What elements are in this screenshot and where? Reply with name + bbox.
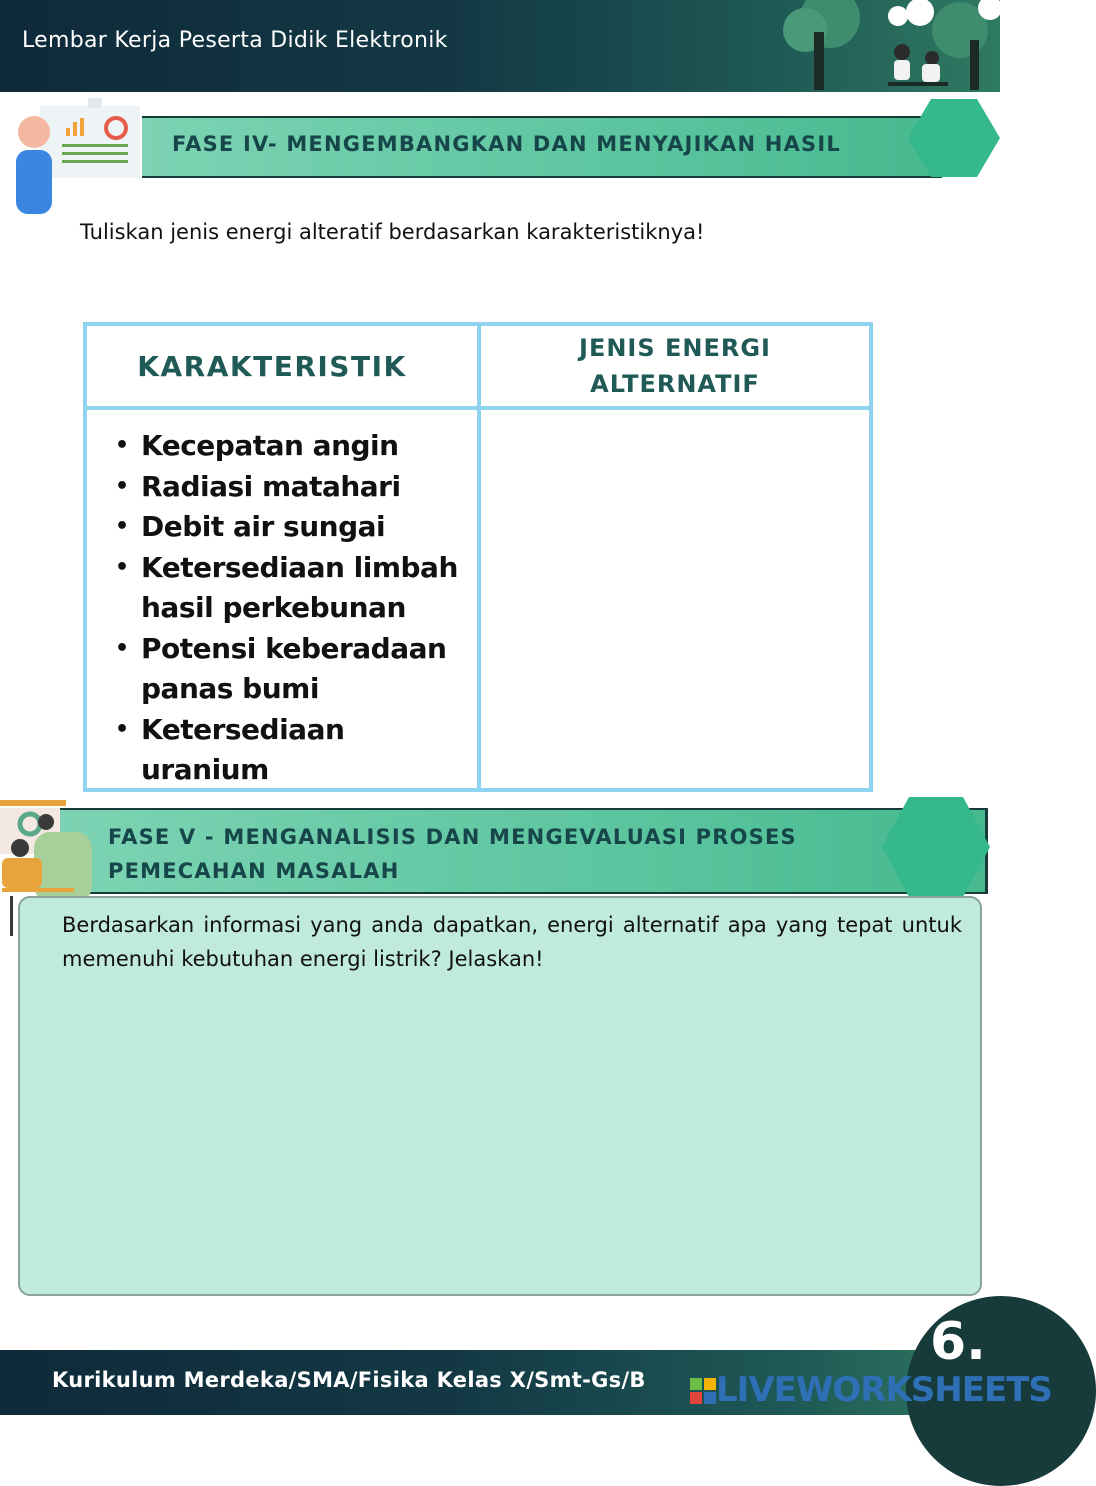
list-item: • Radiasi matahari [113,467,478,508]
column-header-label: JENIS ENERGI ALTERNATIF [579,334,771,398]
liveworksheets-logo[interactable] [690,1370,1052,1412]
phase4-banner [142,116,942,178]
presenter-icon [10,96,150,216]
footer-text: Kurikulum Merdeka/SMA/Fisika Kelas X/Smt-Gs/B [52,1368,646,1392]
column-header-karakteristik: KARAKTERISTIK [137,349,407,383]
tree-illustration [770,0,1000,92]
instruction-text: Tuliskan jenis energi alteratif berdasarkan karakteristiknya! [80,220,705,244]
phase5-title: FASE V - MENGANALISIS DAN MENGEVALUASI PROSES PEMECAHAN MASALAH [108,825,797,883]
liveworksheets-icon [690,1378,716,1404]
analysis-answer-box [18,896,982,1296]
characteristics-list [113,426,478,791]
question-text: Berdasarkan informasi yang anda dapatkan, energi alternatif apa yang tepat untuk memenuhi kebutuhan energi listrik? Jelaskan! [62,913,962,971]
liveworksheets-wordmark: LIVEWORKSHEETS [716,1370,1052,1410]
page-header [0,0,1000,92]
header-title: Lembar Kerja Peserta Didik Elektronik [22,28,448,53]
list-item: • Ketersediaan limbah hasil perkebunan [113,548,478,629]
list-item: • Debit air sungai [113,507,478,548]
hexagon-icon [908,97,1000,179]
page-number: 6. [930,1312,986,1372]
list-item: • Ketersediaan uranium [113,710,478,791]
phase5-banner [60,808,988,894]
list-item: • Potensi keberadaan panas bumi [113,629,478,710]
phase4-title: FASE IV- MENGEMBANGKAN DAN MENYAJIKAN HASIL [172,132,841,156]
column-header-jenis-energi [481,326,869,406]
hexagon-icon [882,795,990,899]
energy-type-answer-field[interactable] [481,410,869,788]
characteristics-table [83,322,873,792]
list-item: • Kecepatan angin [113,426,478,467]
analysis-answer-field[interactable] [40,988,960,1278]
